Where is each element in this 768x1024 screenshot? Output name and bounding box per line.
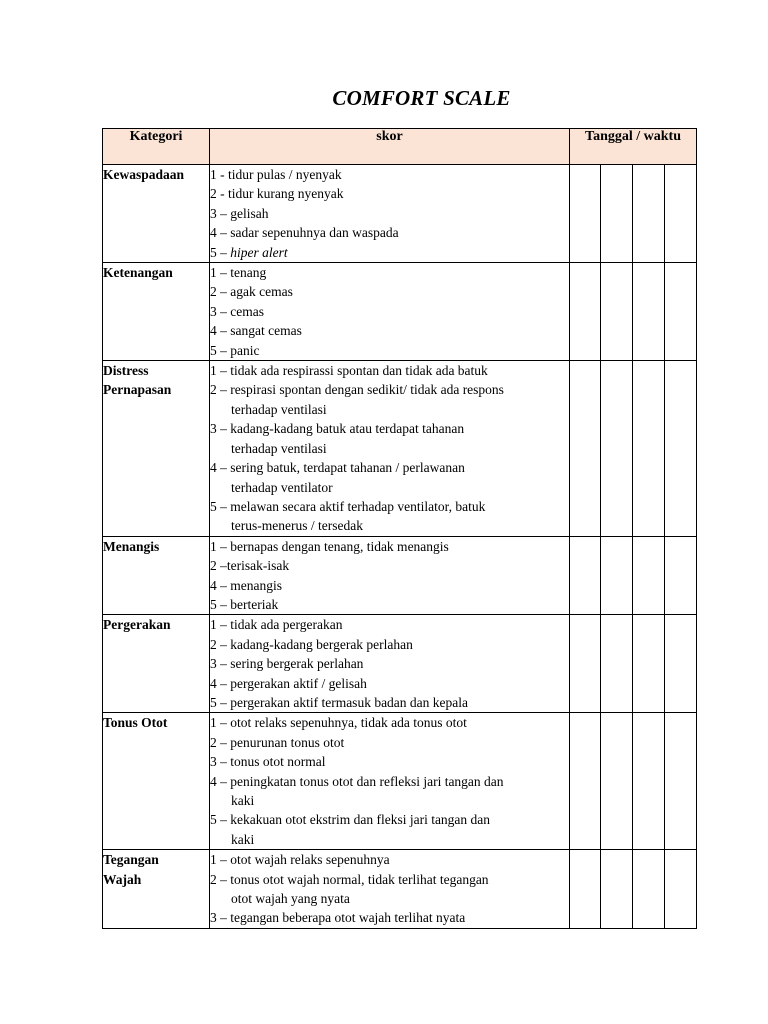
- table-row: [103, 263, 697, 361]
- date-entry-cell[interactable]: [570, 165, 601, 263]
- skor-line: 4 – sadar sepenuhnya dan waspada: [210, 225, 399, 241]
- kategori-cell: [103, 361, 210, 537]
- date-entry-cell[interactable]: [665, 263, 697, 361]
- date-entry-cell[interactable]: [633, 850, 665, 929]
- header-kategori: Kategori: [103, 129, 210, 165]
- date-entry-cell[interactable]: [665, 850, 697, 929]
- skor-line: 1 – tenang: [210, 265, 267, 281]
- kategori-cell: [103, 165, 210, 263]
- date-entry-cell[interactable]: [665, 713, 697, 850]
- date-entry-cell[interactable]: [601, 361, 633, 537]
- skor-line: 1 – tidak ada respirassi spontan dan tidak ada batuk: [210, 363, 488, 379]
- kategori-label: Tonus Otot: [103, 715, 168, 731]
- skor-cell: [210, 165, 570, 263]
- date-entry-cell[interactable]: [570, 263, 601, 361]
- skor-line: 1 – tidak ada pergerakan: [210, 617, 343, 633]
- skor-line: 2 – respirasi spontan dengan sedikit/ tidak ada respons: [210, 382, 504, 398]
- skor-line: 5 – pergerakan aktif termasuk badan dan kepala: [210, 694, 469, 710]
- skor-line: 2 – tonus otot wajah normal, tidak terlihat tegangan: [210, 871, 489, 887]
- kategori-label: Distress: [103, 363, 149, 379]
- skor-line: 3 – tonus otot normal: [210, 754, 326, 770]
- date-entry-cell[interactable]: [601, 165, 633, 263]
- kategori-label: Ketenangan: [103, 265, 173, 281]
- skor-line: otot wajah yang nyata: [231, 891, 350, 907]
- skor-cell: [210, 361, 570, 537]
- skor-line: 3 – gelisah: [210, 205, 269, 221]
- table-row: [103, 713, 697, 850]
- skor-line: 1 – bernapas dengan tenang, tidak menangis: [210, 538, 449, 554]
- table-row: [103, 165, 697, 263]
- kategori-cell: [103, 615, 210, 713]
- date-entry-cell[interactable]: [633, 263, 665, 361]
- date-entry-cell[interactable]: [570, 536, 601, 615]
- skor-line: terus-menerus / tersedak: [231, 518, 363, 534]
- kategori-label: Wajah: [103, 871, 142, 887]
- date-entry-cell[interactable]: [601, 536, 633, 615]
- skor-line: 2 – kadang-kadang bergerak perlahan: [210, 636, 413, 652]
- kategori-cell: [103, 536, 210, 615]
- table-row: [103, 615, 697, 713]
- header-row: [103, 129, 697, 165]
- skor-cell: [210, 536, 570, 615]
- comfort-scale-table: [102, 128, 697, 929]
- skor-line: 3 – cemas: [210, 303, 264, 319]
- date-entry-cell[interactable]: [665, 361, 697, 537]
- skor-line: 4 – pergerakan aktif / gelisah: [210, 675, 367, 691]
- date-entry-cell[interactable]: [633, 536, 665, 615]
- skor-line: 3 – sering bergerak perlahan: [210, 656, 364, 672]
- kategori-label: Menangis: [103, 538, 160, 554]
- skor-line: terhadap ventilator: [231, 479, 333, 495]
- skor-line: 4 – sangat cemas: [210, 323, 302, 339]
- kategori-cell: [103, 850, 210, 929]
- date-entry-cell[interactable]: [601, 850, 633, 929]
- skor-line: 2 - tidur kurang nyenyak: [210, 186, 344, 202]
- header-tanggal-waktu: Tanggal / waktu: [570, 129, 697, 165]
- date-entry-cell[interactable]: [570, 615, 601, 713]
- skor-line: 2 –terisak-isak: [210, 558, 290, 574]
- date-entry-cell[interactable]: [570, 713, 601, 850]
- table-body: [103, 165, 697, 929]
- skor-line: 5 – melawan secara aktif terhadap ventilator, batuk: [210, 498, 486, 514]
- skor-line: 5 – berteriak: [210, 596, 279, 612]
- date-entry-cell[interactable]: [665, 615, 697, 713]
- skor-cell: [210, 713, 570, 850]
- skor-line: 3 – tegangan beberapa otot wajah terlihat nyata: [210, 910, 466, 926]
- date-entry-cell[interactable]: [665, 165, 697, 263]
- skor-cell: [210, 615, 570, 713]
- skor-line: 4 – peningkatan tonus otot dan refleksi jari tangan dan: [210, 773, 504, 789]
- header-skor: skor: [210, 129, 570, 165]
- date-entry-cell[interactable]: [633, 615, 665, 713]
- skor-line: terhadap ventilasi: [231, 440, 327, 456]
- table-row: [103, 536, 697, 615]
- skor-line-italic: hiper alert: [230, 244, 288, 260]
- kategori-label: Tegangan: [103, 852, 159, 868]
- skor-line: terhadap ventilasi: [231, 401, 327, 417]
- date-entry-cell[interactable]: [570, 361, 601, 537]
- skor-line: 3 – kadang-kadang batuk atau terdapat tahanan: [210, 421, 465, 437]
- date-entry-cell[interactable]: [633, 713, 665, 850]
- table-row: [103, 361, 697, 537]
- skor-line: 4 – menangis: [210, 577, 282, 593]
- date-entry-cell[interactable]: [601, 615, 633, 713]
- skor-cell: [210, 850, 570, 929]
- date-entry-cell[interactable]: [633, 361, 665, 537]
- skor-line: 2 – penurunan tonus otot: [210, 734, 345, 750]
- skor-line: [210, 243, 569, 262]
- page-title: COMFORT SCALE: [332, 86, 511, 110]
- date-entry-cell[interactable]: [633, 165, 665, 263]
- kategori-cell: [103, 713, 210, 850]
- date-entry-cell[interactable]: [570, 850, 601, 929]
- skor-line: kaki: [231, 831, 255, 847]
- skor-line: 1 - tidur pulas / nyenyak: [210, 167, 342, 182]
- date-entry-cell[interactable]: [601, 263, 633, 361]
- skor-line-prefix: 5 –: [210, 244, 231, 260]
- table-row: [103, 850, 697, 929]
- skor-cell: [210, 263, 570, 361]
- skor-line: 1 – otot relaks sepenuhnya, tidak ada tonus otot: [210, 715, 467, 731]
- skor-line: 1 – otot wajah relaks sepenuhnya: [210, 852, 390, 868]
- kategori-cell: [103, 263, 210, 361]
- skor-line: kaki: [231, 793, 255, 808]
- kategori-label: Pernapasan: [103, 382, 172, 398]
- date-entry-cell[interactable]: [665, 536, 697, 615]
- skor-line: 5 – kekakuan otot ekstrim dan fleksi jari tangan dan: [210, 812, 491, 828]
- skor-line: 2 – agak cemas: [210, 284, 293, 300]
- skor-line: 5 – panic: [210, 342, 260, 358]
- skor-line: 4 – sering batuk, terdapat tahanan / perlawanan: [210, 460, 465, 476]
- date-entry-cell[interactable]: [601, 713, 633, 850]
- kategori-label: Pergerakan: [103, 617, 171, 633]
- kategori-label: Kewaspadaan: [103, 167, 185, 182]
